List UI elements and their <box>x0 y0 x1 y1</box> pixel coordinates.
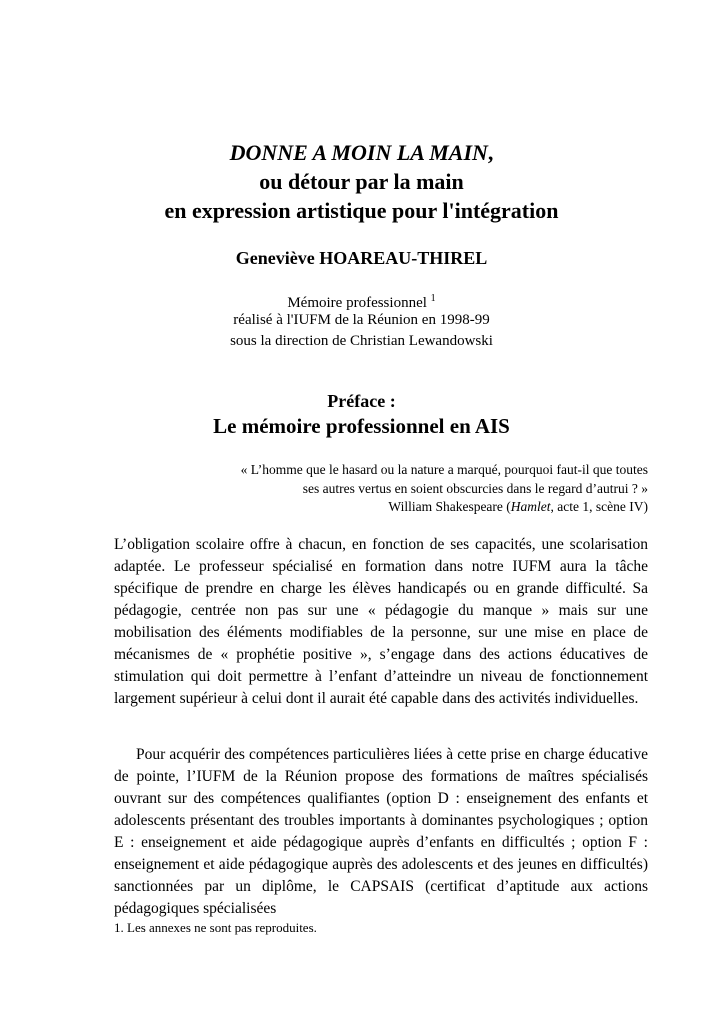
meta-line-1-text: Mémoire professionnel <box>287 295 427 311</box>
preface-label: Préface : <box>327 391 396 411</box>
epigraph-line-1: « L’homme que le hasard ou la nature a marqué, pourquoi faut-il que toutes <box>240 462 648 477</box>
document-subtitle-1: ou détour par la main <box>259 169 464 194</box>
meta-line-3: sous la direction de Christian Lewandowski <box>230 333 493 349</box>
document-title <box>0 138 723 167</box>
footnote: 1. Les annexes ne sont pas reproduites. <box>114 920 317 935</box>
attribution-details: , acte 1, scène IV) <box>550 499 648 514</box>
body-paragraph-2: Pour acquérir des compétences particulières liées à cette prise en charge éducative de pointe, l’IUFM de la Réunion propose des formations de maîtres spécialisés ouvrant sur des compétences qualifiantes (option D : enseignement des enfants et adolescents présentant des troubles importants à dominantes psychologiques ; option E : enseignement et aide pédagogique auprès d’enfants en difficultés ; option F : enseignement et aide pédagogique auprès des adolescents et des jeunes en difficultés) sanctionnées par un diplôme, le CAPSAIS (certificat d’aptitude aux actions pédagogiques spécialisées <box>114 746 648 917</box>
attribution-author: William Shakespeare ( <box>388 499 511 514</box>
body-paragraph-1: L’obligation scolaire offre à chacun, en fonction de ses capacités, une scolarisation adaptée. Le professeur spécialisé en formation dans notre IUFM aura la tâche spécifique de prendre en charge les élèves handicapés ou en grande difficulté. Sa pédagogie, centrée non pas sur une « pédagogie du manque » mais sur une mobilisation des éléments modifiables de la personne, sur une mise en place de mécanismes de « prophétie positive », s’engage dans des actions éducatives de stimulation qui doit permettre à l’enfant d’atteindre un niveau de fonctionnement largement supérieur à celui dont il aurait été capable dans des activités individuelles. <box>114 536 648 707</box>
epigraph-line-2: ses autres vertus en soient obscurcies dans le regard d’autrui ? » <box>302 481 648 496</box>
footnote-marker: 1 <box>430 293 436 304</box>
epigraph-attribution <box>150 497 648 516</box>
author-name: Geneviève HOAREAU-THIREL <box>235 248 488 268</box>
title-italic: DONNE A MOIN LA MAIN <box>229 140 488 165</box>
title-comma: , <box>487 140 494 165</box>
preface-title: Le mémoire professionnel en AIS <box>213 414 510 438</box>
attribution-work: Hamlet <box>510 499 551 514</box>
document-subtitle-2: en expression artistique pour l'intégration <box>164 198 559 223</box>
meta-line-2: réalisé à l'IUFM de la Réunion en 1998-99 <box>233 312 490 328</box>
